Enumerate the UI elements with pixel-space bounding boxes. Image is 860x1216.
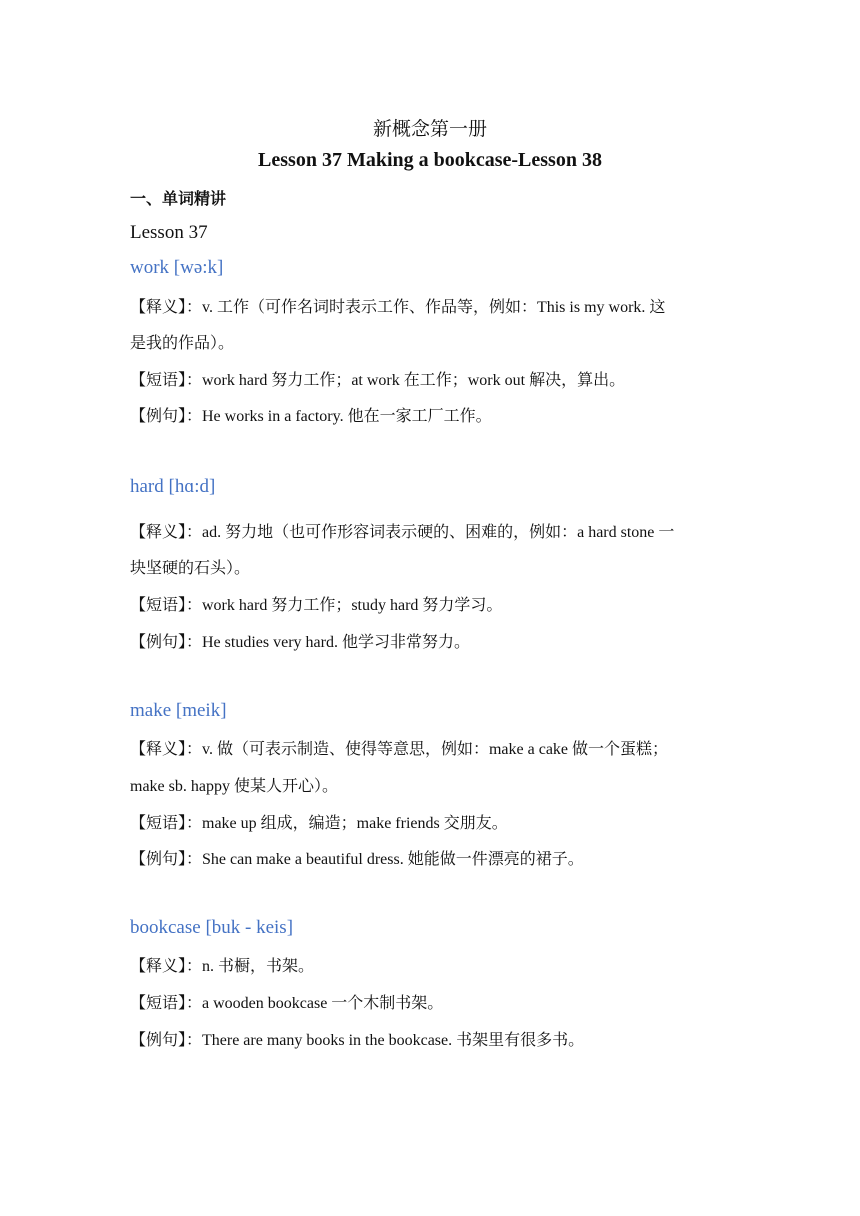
lesson-label: Lesson 37: [130, 222, 208, 243]
word-heading-hard: hard [hɑ:d]: [130, 476, 216, 497]
example-line: 【例句】：There are many books in the bookcase. 书架里有很多书。: [130, 1032, 585, 1049]
meaning-line-continued: make sb. happy 使某人开心）。: [130, 778, 338, 795]
meaning-line: 【释义】：v. 做（可表示制造、使得等意思，例如：make a cake 做一个蛋糕；: [130, 741, 669, 758]
word-heading-make: make [meik]: [130, 700, 227, 721]
meaning-line: 【释义】：ad. 努力地（也可作形容词表示硬的、困难的，例如：a hard stone 一: [130, 524, 675, 541]
meaning-line-continued: 块坚硬的石头）。: [130, 560, 251, 577]
meaning-line-continued: 是我的作品）。: [130, 335, 235, 352]
phrases-line: 【短语】：a wooden bookcase 一个木制书架。: [130, 995, 444, 1012]
example-line: 【例句】：He studies very hard. 他学习非常努力。: [130, 634, 470, 651]
meaning-line: 【释义】：n. 书橱，书架。: [130, 958, 315, 975]
phrases-line: 【短语】：work hard 努力工作；study hard 努力学习。: [130, 597, 503, 614]
example-line: 【例句】：She can make a beautiful dress. 她能做一件漂亮的裙子。: [130, 851, 584, 868]
example-line: 【例句】：He works in a factory. 他在一家工厂工作。: [130, 408, 492, 425]
phrases-line: 【短语】：work hard 努力工作；at work 在工作；work out 解决，算出。: [130, 372, 626, 389]
section-heading: 一、单词精讲: [130, 191, 227, 208]
lesson-title: Lesson 37 Making a bookcase-Lesson 38: [258, 149, 602, 171]
book-title: 新概念第一册: [372, 119, 487, 140]
phrases-line: 【短语】：make up 组成，编造；make friends 交朋友。: [130, 815, 508, 832]
meaning-line: 【释义】：v. 工作（可作名词时表示工作、作品等，例如：This is my work. 这: [130, 299, 666, 316]
word-heading-work: work [wə:k]: [130, 257, 224, 278]
word-heading-bookcase: bookcase [buk - keis]: [130, 917, 294, 938]
